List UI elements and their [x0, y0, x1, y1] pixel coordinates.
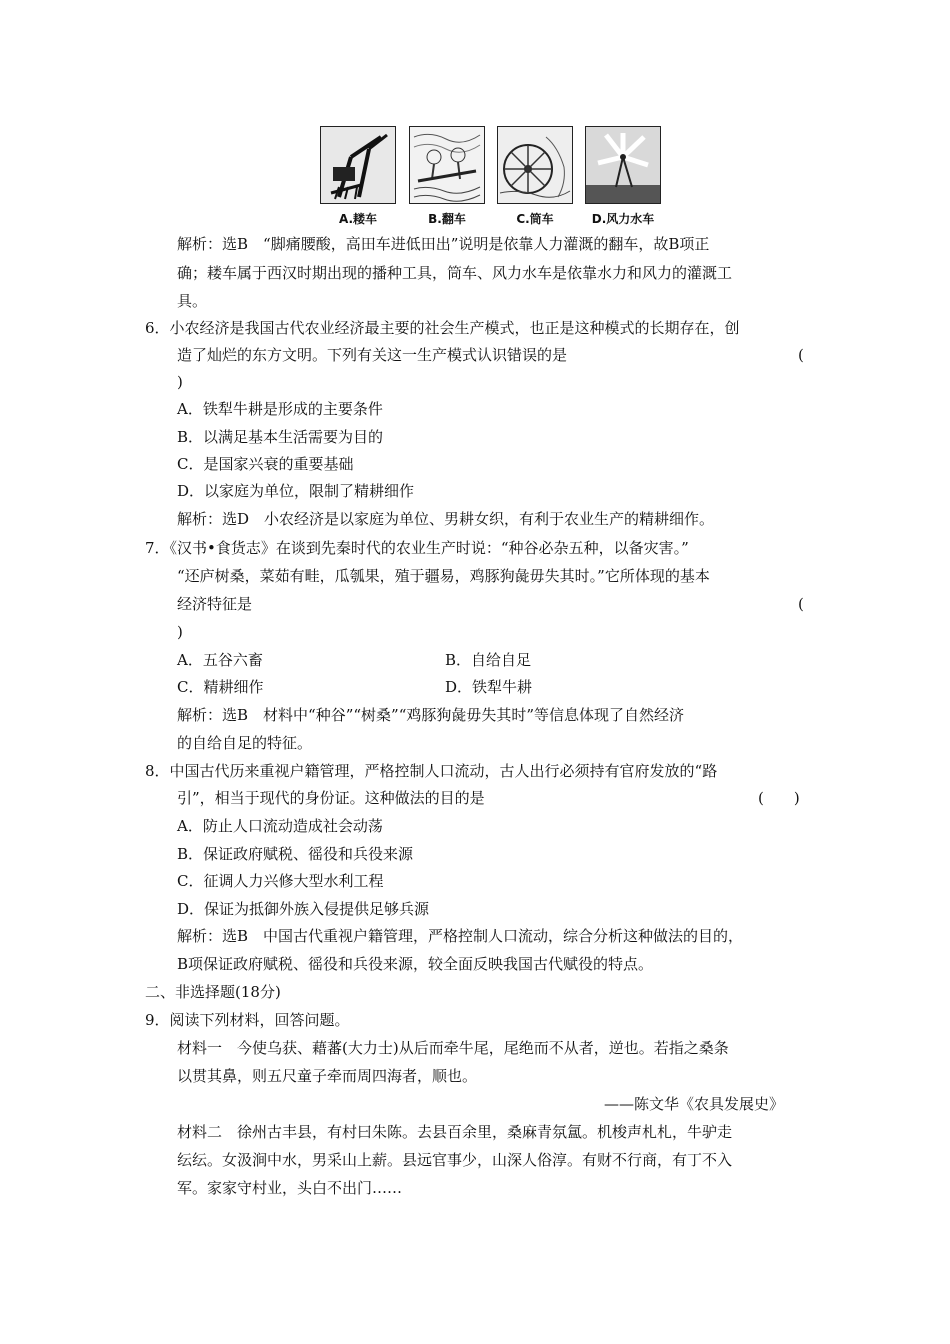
q7-option: B．自给自足 [445, 651, 532, 669]
q7-stem-line: “还庐树桑，菜茹有畦，瓜瓠果，殖于疆易，鸡豚狗彘毋失其时。”它所体现的基本 [177, 567, 710, 585]
q7-analysis-line: 的自给自足的特征。 [177, 734, 313, 752]
q7-option: C．精耕细作 [177, 678, 264, 696]
q6-option: D．以家庭为单位，限制了精耕细作 [177, 482, 415, 500]
q9-material2-line: 材料二 徐州古丰县，有村曰朱陈。去县百余里，桑麻青氛氲。机梭声札札，牛驴走 [177, 1123, 733, 1141]
q8-option: A．防止人口流动造成社会动荡 [177, 817, 383, 835]
q8-option: B．保证政府赋税、徭役和兵役来源 [177, 845, 414, 863]
q9-material1-line: 材料一 今使乌获、藉蕃(大力士)从后而牵牛尾，尾绝而不从者，逆也。若指之桑条 [177, 1039, 729, 1057]
q6-stem-line: 6．小农经济是我国古代农业经济最主要的社会生产模式，也正是这种模式的长期存在，创 [145, 319, 740, 337]
square-pallet-chain-pump-image [409, 126, 485, 204]
q5-analysis-line: 解析：选B “脚痛腰酸，高田车进低田出”说明是依靠人力灌溉的翻车，故B项正 [177, 235, 710, 253]
q6-analysis: 解析：选D 小农经济是以家庭为单位、男耕女织，有利于农业生产的精耕细作。 [177, 510, 715, 528]
q8-analysis-line: B项保证政府赋税、徭役和兵役来源，较全面反映我国古代赋役的特点。 [177, 955, 654, 973]
q7-analysis-line: 解析：选B 材料中“种谷”“树桑”“鸡豚狗彘毋失其时”等信息体现了自然经济 [177, 706, 685, 724]
figure-caption: A.耧车 [338, 212, 378, 226]
q8-analysis-line: 解析：选B 中国古代重视户籍管理，严格控制人口流动，综合分析这种做法的目的， [177, 927, 744, 945]
figure-c [497, 126, 573, 227]
figure-d [585, 126, 661, 227]
windmill-water-pump-image [585, 126, 661, 204]
seed-drill-image [320, 126, 396, 204]
q8-stem-line: 引”，相当于现代的身份证。这种做法的目的是 [177, 789, 485, 807]
q7-option: A．五谷六畜 [177, 651, 263, 669]
answer-paren-open: ( [798, 595, 804, 613]
q9-material2-line: 军。家家守村业，头白不出门…… [177, 1179, 403, 1197]
q9-stem: 9．阅读下列材料，回答问题。 [145, 1011, 350, 1029]
q9-material2-line: 纭纭。女汲涧中水，男采山上薪。县远官事少，山深人俗淳。有财不行商，有丁不入 [177, 1151, 733, 1169]
figure-a [320, 126, 396, 227]
q5-analysis-line: 具。 [177, 292, 208, 310]
answer-paren-open: ( [798, 346, 804, 364]
answer-paren: ( ) [758, 789, 800, 807]
figure-caption: B.翻车 [428, 212, 466, 226]
q6-option: A．铁犁牛耕是形成的主要条件 [177, 400, 383, 418]
section-heading: 二、非选择题(18分) [145, 983, 281, 1001]
q6-option: B．以满足基本生活需要为目的 [177, 428, 384, 446]
q7-stem-line: 7．《汉书•食货志》在谈到先秦时代的农业生产时说：“种谷必杂五种，以备灾害。” [145, 539, 689, 557]
figure-b [409, 126, 485, 227]
q8-option: D．保证为抵御外族入侵提供足够兵源 [177, 900, 430, 918]
q7-stem-line: 经济特征是 [177, 595, 253, 613]
q5-analysis-line: 确；耧车属于西汉时期出现的播种工具，筒车、风力水车是依靠水力和风力的灌溉工 [177, 264, 733, 282]
q8-stem-line: 8．中国古代历来重视户籍管理，严格控制人口流动，古人出行必须持有官府发放的“路 [145, 762, 718, 780]
figure-row [320, 126, 665, 226]
q8-option: C．征调人力兴修大型水利工程 [177, 872, 384, 890]
answer-paren-close: ) [177, 623, 183, 641]
q9-material1-line: 以贯其鼻，则五尺童子牵而周四海者，顺也。 [177, 1067, 478, 1085]
q7-option: D．铁犁牛耕 [445, 678, 533, 696]
q9-material1-source: ——陈文华《农具发展史》 [604, 1095, 785, 1113]
noria-water-wheel-image [497, 126, 573, 204]
q6-stem-line: 造了灿烂的东方文明。下列有关这一生产模式认识错误的是 [177, 346, 568, 364]
answer-paren-close: ) [177, 373, 183, 391]
q6-option: C．是国家兴衰的重要基础 [177, 455, 354, 473]
figure-caption: D.风力水车 [591, 212, 655, 226]
figure-caption: C.筒车 [516, 212, 554, 226]
